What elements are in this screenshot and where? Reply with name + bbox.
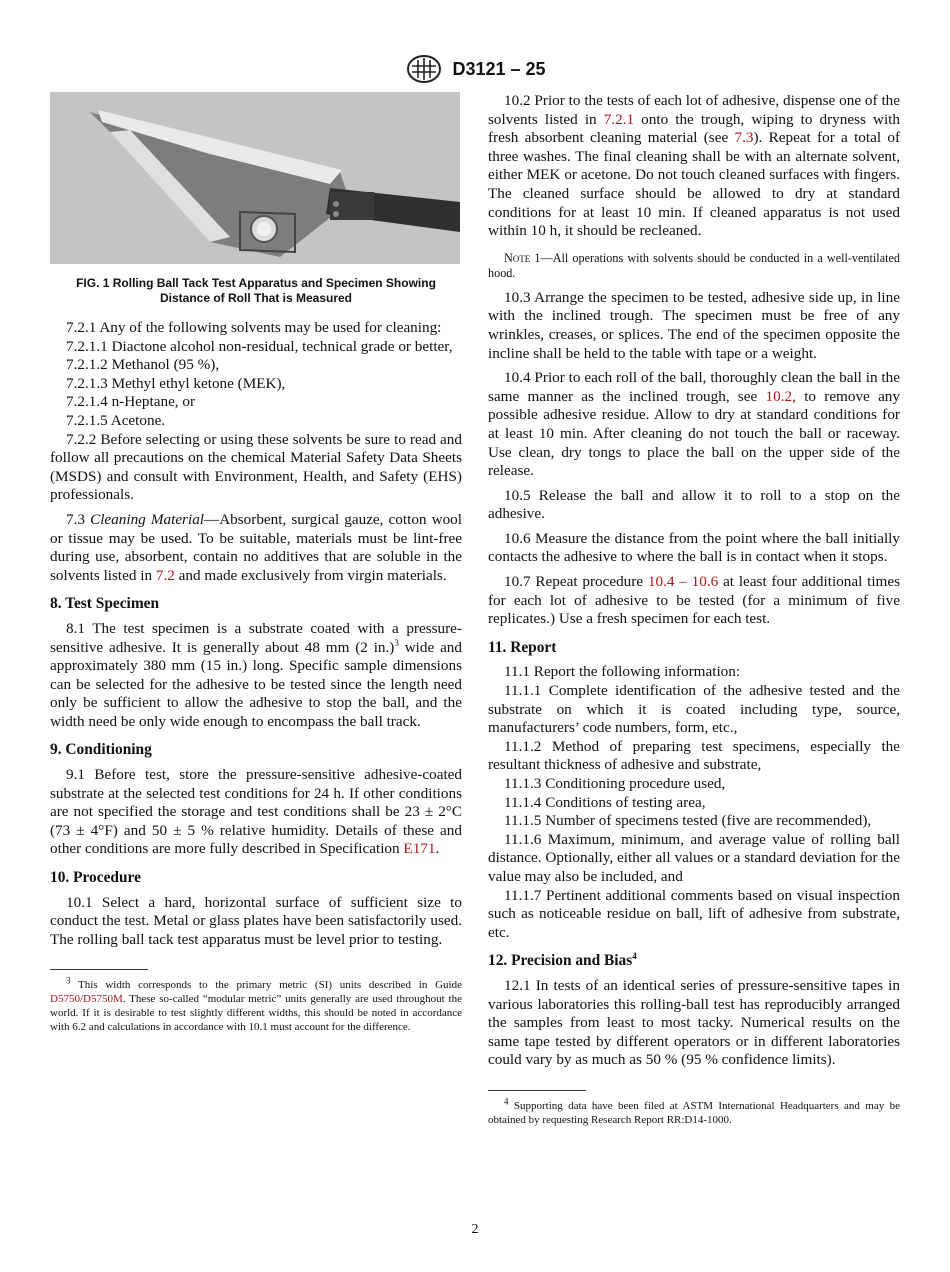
para-text: —Absorbent, surgical gauze, cotton wool or tissue may be used. To be suitable, materials must be lint-free during use, absorbent, contain no additives that are soluble in the solvents listed in — [50, 510, 462, 584]
footnote-divider — [50, 969, 148, 970]
footnote-divider — [488, 1090, 586, 1091]
footnote-3 — [50, 975, 462, 1034]
para-10-5: 10.5 Release the ball and allow it to roll to a stop on the adhesive. — [488, 486, 900, 523]
para-7-2-1-1: 7.2.1.1 Diactone alcohol non-residual, technical grade or better, — [66, 337, 453, 355]
para-7-2-2: 7.2.2 Before selecting or using these solvents be sure to read and follow all precautions on the chemical Material Safety Data Sheets (MSDS) and consult with Environment, Health, and Safety (EHS) professionals. — [50, 430, 462, 504]
footnote-ref-4[interactable]: 4 — [632, 951, 637, 962]
para-11-1-7: 11.1.7 Pertinent additional comments based on visual inspection such as noticeable residue on ball, lift of adhesive from substrate, etc. — [488, 886, 900, 941]
para-7-2-1-4: 7.2.1.4 n-Heptane, or — [66, 393, 196, 411]
para-10-1: 10.1 Select a hard, horizontal surface of sufficient size to conduct the test. Metal or glass plates have been satisfactorily used. The rolling ball tack test apparatus must be level prior to testing. — [50, 893, 462, 948]
footnote-4 — [488, 1096, 900, 1127]
para-10-4 — [488, 369, 900, 481]
para-text: 10.4 Prior to each roll of the ball, thoroughly clean the ball in the same manner as the inclined trough, see — [488, 369, 900, 405]
heading-precision-bias — [488, 952, 900, 971]
link-7-2[interactable]: 7.2 — [155, 566, 175, 584]
para-10-6: 10.6 Measure the distance from the point where the ball initially contacts the adhesive to where the ball is in contact when it stops. — [488, 529, 900, 566]
para-10-3: 10.3 Arrange the specimen to be tested, adhesive side up, in line with the inclined trough. The specimen must be free of any wrinkles, creases, or splices. The end of the specimen opposite the incline shall be held to the table with tape or a weight. — [488, 288, 900, 362]
page-header — [0, 54, 950, 84]
figure-caption: FIG. 1 Rolling Ball Tack Test Apparatus and Specimen Showing Distance of Roll That is Measured — [76, 276, 436, 305]
para-11-1-1: 11.1.1 Complete identification of the adhesive tested and the substrate on which it is coated including type, source, manufacturers’ code numbers, form, etc., — [488, 682, 900, 737]
link-d5750[interactable]: D5750/D5750M — [50, 993, 123, 1006]
heading-procedure: 10. Procedure — [50, 869, 141, 887]
para-text: to remove any possible adhesive residue. Allow to dry at standard conditions for at least 10 min. After cleaning do not touch the ball or raceway. Use clean, dry tongs to place the ball on the upper side of the release. — [488, 387, 900, 480]
heading-text: 12. Precision and Bias — [488, 952, 633, 970]
para-11-1: 11.1 Report the following information: — [504, 663, 741, 681]
para-text: 9.1 Before test, store the pressure-sensitive adhesive-coated substrate at the selected test conditions for 24 h. If other conditions are not specified the storage and test conditions shall be 23 ± 2°C (73 ± 4°F) and 50 ± 5 % relative humidity. Details of these and other conditions are more fully described in Specification — [50, 766, 462, 858]
para-text: 10.7 Repeat procedure — [504, 573, 644, 591]
para-10-7 — [488, 573, 900, 629]
para-7-3 — [50, 511, 462, 585]
section-title: Cleaning Material — [90, 510, 205, 528]
apparatus-photo — [50, 92, 460, 264]
para-11-1-5: 11.1.5 Number of specimens tested (five are recommended), — [504, 812, 872, 830]
left-column — [50, 92, 462, 1034]
para-11-1-6: 11.1.6 Maximum, minimum, and average value of rolling ball distance. Optionally, either all values or a standard deviation for the value may also be included, and — [488, 830, 900, 885]
para-text: 8.1 The test specimen is a substrate coated with a pressure-sensitive adhesive. It is generally about 48 mm (2 in.) — [50, 619, 462, 656]
para-11-1-3: 11.1.3 Conditioning procedure used, — [504, 775, 726, 792]
para-text: onto the trough, wiping to dryness with fresh absorbent cleaning material (see — [488, 110, 901, 147]
astm-logo-icon — [404, 54, 444, 84]
para-9-1 — [50, 766, 462, 859]
para-8-1 — [50, 620, 462, 732]
para-7-2-1-5: 7.2.1.5 Acetone. — [66, 411, 166, 429]
heading-report: 11. Report — [488, 638, 557, 656]
para-11-1-2: 11.1.2 Method of preparing test specimens, especially the resultant thickness of adhesive and substrate, — [488, 737, 900, 774]
footnote-marker: 3 — [66, 975, 71, 986]
note-1 — [488, 251, 900, 281]
para-text: and made exclusively from virgin materials. — [178, 566, 447, 584]
footnote-marker: 4 — [504, 1096, 509, 1107]
document-code: D3121 – 25 — [452, 58, 546, 79]
link-7-3[interactable]: 7.3 — [734, 129, 754, 147]
para-10-2 — [488, 92, 900, 241]
footnote-text: Supporting data have been filed at ASTM International Headquarters and may be obtained by requesting Research Report RR:D14-1000. — [488, 1099, 900, 1126]
page-number: 2 — [471, 1222, 479, 1237]
para-text: at least four additional times for each lot of adhesive to be tested (for a minimum of five replicates.) Use a fresh specimen for each test. — [488, 573, 901, 628]
note-label: Note 1 — [504, 250, 541, 265]
link-10-4-10-6[interactable]: 10.4 – 10.6 — [647, 573, 719, 591]
section-number: 7.3 — [66, 510, 85, 528]
para-7-2-1-3: 7.2.1.3 Methyl ethyl ketone (MEK), — [66, 374, 286, 392]
link-10-2[interactable]: 10.2, — [765, 387, 796, 405]
footnote-text: . These so-called “modular metric” units generally are used throughout the world. If it is desirable to test slightly different widths, this should be noted in accordance with 6.2 and calculations in accordance with 10.1 must account for the difference. — [50, 993, 462, 1034]
right-column — [488, 92, 900, 1127]
para-7-2-1-2: 7.2.1.2 Methanol (95 %), — [66, 356, 220, 374]
para-7-2-1: 7.2.1 Any of the following solvents may be used for cleaning: — [66, 319, 442, 336]
footnote-text: This width corresponds to the primary metric (SI) units described in Guide — [70, 979, 462, 992]
para-text: ). Repeat for a total of three washes. The final cleaning shall be with an alternate solvent, either MEK or acetone. Do not touch cleaned surfaces with fingers. The cleaned surface should be allowed to dry at standard conditions for at least 10 min. If cleaned apparatus is not used within 10 h, it should be recleaned. — [488, 129, 900, 240]
apparatus-illustration — [50, 92, 460, 264]
para-11-1-4: 11.1.4 Conditions of testing area, — [504, 793, 706, 811]
para-12-1: 12.1 In tests of an identical series of pressure-sensitive tapes in various laboratories this rolling-ball test has reproducibly arranged the samples from least to most tacky. Numerical results on the same tape tested by different operators or in different laboratories could vary by as much as 50 % (95 % confidence limits). — [488, 976, 900, 1069]
link-e171[interactable]: E171 — [403, 840, 436, 858]
para-text: wide and approximately 380 mm (15 in.) long. Specific sample dimensions can be selected for the adhesive to be tested since the length need only be sufficient to allow the adhesive to stop the ball, and the width need be only wide enough to encompass the ball track. — [50, 638, 462, 730]
footnote-ref-3[interactable]: 3 — [394, 637, 399, 648]
heading-test-specimen: 8. Test Specimen — [50, 595, 160, 613]
note-text: —All operations with solvents should be conducted in a well-ventilated hood. — [488, 250, 900, 280]
para-text: . — [435, 840, 440, 858]
heading-conditioning: 9. Conditioning — [50, 741, 152, 759]
para-text: 10.2 Prior to the tests of each lot of adhesive, dispense one of the solvents listed in — [488, 92, 900, 128]
link-7-2-1[interactable]: 7.2.1 — [603, 110, 635, 128]
